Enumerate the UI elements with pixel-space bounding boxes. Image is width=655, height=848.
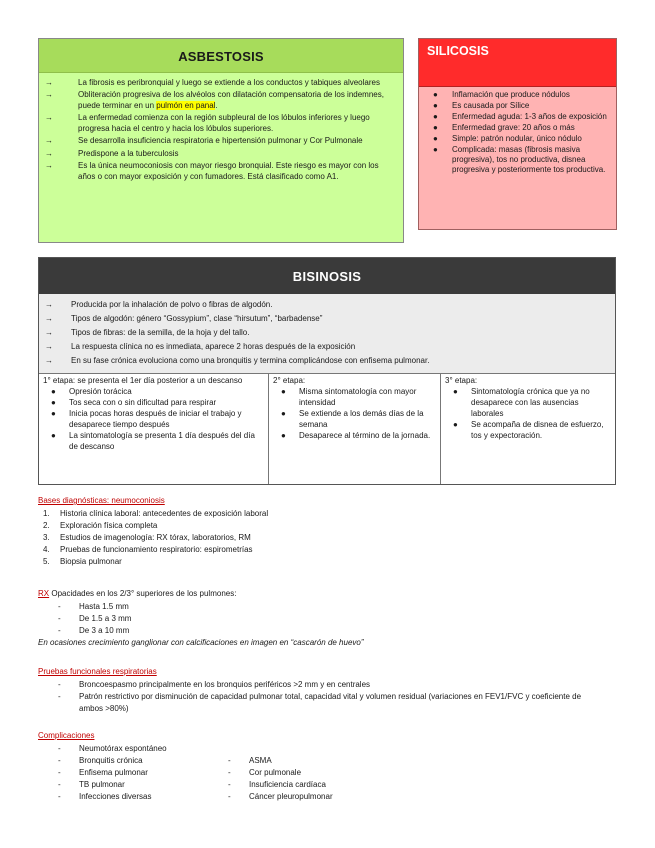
list-item: - ASMA (228, 755, 272, 765)
asbestosis-header (39, 39, 403, 73)
list-item: - Cor pulmonale (228, 767, 302, 777)
stage-2 (268, 374, 440, 484)
list-item: → Tipos de fibras: de la semilla, de la hoja y del tallo. (45, 326, 607, 340)
list-item: ● Se acompaña de disnea de esfuerzo, tos y expectoración. (453, 420, 604, 440)
list-item: ● Es causada por Sílice (433, 100, 530, 110)
list-item: - Neumotórax espontáneo (58, 743, 167, 753)
list-item: ● La sintomatología se presenta 1 día después del día de descanso (51, 431, 255, 451)
highlighted-text: pulmón en panal (156, 101, 216, 111)
bullet-icon: ● (433, 133, 438, 143)
bullet-icon: ● (453, 420, 458, 429)
list-item: → La enfermedad comienza con la región subpleural de los lóbulos inferiores y luego progresa hacia el centro y hacia los lóbulos superiores. (45, 113, 370, 134)
bullet-icon: ● (281, 431, 286, 440)
bullet-icon: ● (453, 387, 458, 396)
rx-section (38, 588, 598, 650)
rx-heading: RX Opacidades en los 2/3° superiores de los pulmones: (38, 589, 237, 598)
stage-title: 1° etapa: se presenta el 1er día posterior a un descanso (43, 376, 243, 385)
complicaciones-list-1 (38, 743, 228, 804)
bases-title: Bases diagnósticas: neumoconiosis (38, 496, 165, 505)
rx-note: En ocasiones crecimiento ganglionar con calcificaciones en imagen en “cascarón de huevo” (38, 638, 364, 648)
list-item: ● Simple: patrón nodular, único nódulo (433, 133, 582, 143)
list-item: 2. Exploración física completa (43, 520, 158, 530)
list-item: - Patrón restrictivo por disminución de capacidad pulmonar total, capacidad vital y volumen residual (variaciones en FEV1/FVC y coeficiente de ambos >80%) (58, 691, 582, 713)
list-item: - Insuficiencia cardíaca (228, 779, 326, 789)
list-item: ● Enfermedad aguda: 1-3 años de exposición (433, 111, 607, 121)
bullet-icon: ● (433, 111, 438, 121)
arrow-icon: → (45, 78, 53, 87)
bases-section (38, 495, 598, 569)
list-item: - Bronquitis crónica (58, 755, 143, 765)
list-item: ● Inicia pocas horas después de iniciar el trabajo y desaparece tiempo después (51, 409, 242, 429)
list-item: - Cáncer pleuropulmonar (228, 792, 333, 802)
complicaciones-title: Complicaciones (38, 731, 95, 740)
bisinosis-summary (39, 294, 615, 374)
list-item: - Enfisema pulmonar (58, 767, 148, 777)
asbestosis-title: ASBESTOSIS (178, 49, 264, 64)
bisinosis-list (39, 294, 615, 368)
list-item: → Es la única neumoconiosis con mayor riesgo bronquial. Este riesgo es mayor con los años o con mayor exposición y con fumadores. Está clasificado como A1. (45, 160, 379, 181)
list-item: ● Tos seca con o sin dificultad para respirar (51, 398, 217, 407)
list-item: → Producida por la inhalación de polvo o fibras de algodón. (45, 298, 607, 312)
asbestosis-panel (38, 38, 404, 243)
stage-title: 2° etapa: (273, 376, 306, 385)
stage-3 (440, 374, 615, 484)
arrow-icon: → (45, 314, 53, 323)
list-item: ● Sintomatología crónica que ya no desaparece con las ausencias laborales (453, 387, 590, 418)
stage-title: 3° etapa: (445, 376, 478, 385)
bullet-icon: ● (51, 387, 56, 396)
list-item: → Predispone a la tuberculosis (45, 148, 179, 158)
list-item: ● Desaparece al término de la jornada. (281, 431, 431, 440)
arrow-icon: → (45, 113, 53, 123)
arrow-icon: → (45, 136, 53, 146)
list-item: ● Opresión torácica (51, 387, 132, 396)
asbestosis-list (39, 73, 403, 182)
bisinosis-stages (39, 374, 615, 484)
list-item: → En su fase crónica evoluciona como una bronquitis y termina complicándose con enfisema pulmonar. (45, 354, 607, 368)
bullet-icon: ● (51, 398, 56, 407)
bases-list (38, 508, 598, 569)
arrow-icon: → (45, 356, 53, 365)
arrow-icon: → (45, 160, 53, 170)
bisinosis-header (39, 258, 615, 294)
bullet-icon: ● (433, 144, 438, 154)
list-item: ● Complicada: masas (fibrosis masiva progresiva), tos no productiva, disnea progresiva y posteriormente tos productiva. (433, 144, 606, 175)
bisinosis-panel (38, 257, 616, 485)
list-item: → Obliteración progresiva de los alvéolos con dilatación compensatoria de los indemnes, puede terminar en un pulmón en panal. (45, 90, 384, 111)
silicosis-list (419, 87, 616, 176)
list-item: 3. Estudios de imagenología: RX tórax, laboratorios, RM (43, 532, 251, 542)
bisinosis-title: BISINOSIS (292, 269, 362, 284)
list-item: - De 3 a 10 mm (58, 625, 130, 635)
list-item: → Tipos de algodón: género “Gossypium”, clase “hirsutum”, “barbadense” (45, 312, 607, 326)
list-item: ● Se extiende a los demás días de la semana (281, 409, 424, 429)
list-item: ● Misma sintomatología con mayor intensidad (281, 387, 417, 407)
complicaciones-list-2 (208, 755, 428, 804)
list-item: - TB pulmonar (58, 780, 125, 790)
bullet-icon: ● (433, 122, 438, 132)
bullet-icon: ● (433, 90, 438, 99)
pruebas-list (38, 679, 598, 716)
arrow-icon: → (45, 328, 53, 337)
list-item: → La respuesta clínica no es inmediata, aparece 2 horas después de la exposición (45, 340, 607, 354)
complicaciones-section (38, 730, 598, 813)
list-item: 1. Historia clínica laboral: antecedentes de exposición laboral (43, 508, 269, 518)
silicosis-panel (418, 38, 617, 230)
stage-1 (39, 374, 268, 484)
pruebas-title: Pruebas funcionales respiratorias (38, 667, 157, 676)
arrow-icon: → (45, 300, 53, 309)
list-item: - De 1.5 a 3 mm (58, 613, 132, 623)
list-item: ● Enfermedad grave: 20 años o más (433, 122, 575, 132)
rx-list (38, 601, 598, 638)
silicosis-header (419, 39, 616, 87)
bullet-icon: ● (281, 387, 286, 396)
list-item: 4. Pruebas de funcionamiento respiratorio: espirometrías (43, 545, 253, 555)
rx-label: RX (38, 589, 50, 598)
list-item: → Se desarrolla insuficiencia respiratoria e hipertensión pulmonar y Cor Pulmonale (45, 136, 363, 146)
bullet-icon: ● (51, 409, 56, 418)
arrow-icon: → (45, 90, 53, 100)
bullet-icon: ● (51, 431, 56, 440)
arrow-icon: → (45, 148, 53, 158)
arrow-icon: → (45, 342, 53, 351)
list-item: - Hasta 1.5 mm (58, 601, 129, 611)
list-item: → La fibrosis es peribronquial y luego se extiende a los conductos y tabiques alveolares (45, 78, 380, 87)
bullet-icon: ● (433, 100, 438, 110)
pruebas-section (38, 666, 598, 715)
list-item: ● Inflamación que produce nódulos (433, 90, 570, 99)
list-item: 5. Biopsia pulmonar (43, 557, 122, 567)
silicosis-title: SILICOSIS (427, 44, 489, 58)
bullet-icon: ● (281, 409, 286, 418)
list-item: - Infecciones diversas (58, 792, 152, 802)
list-item: - Broncoespasmo principalmente en los bronquios periféricos >2 mm y en centrales (58, 679, 371, 689)
